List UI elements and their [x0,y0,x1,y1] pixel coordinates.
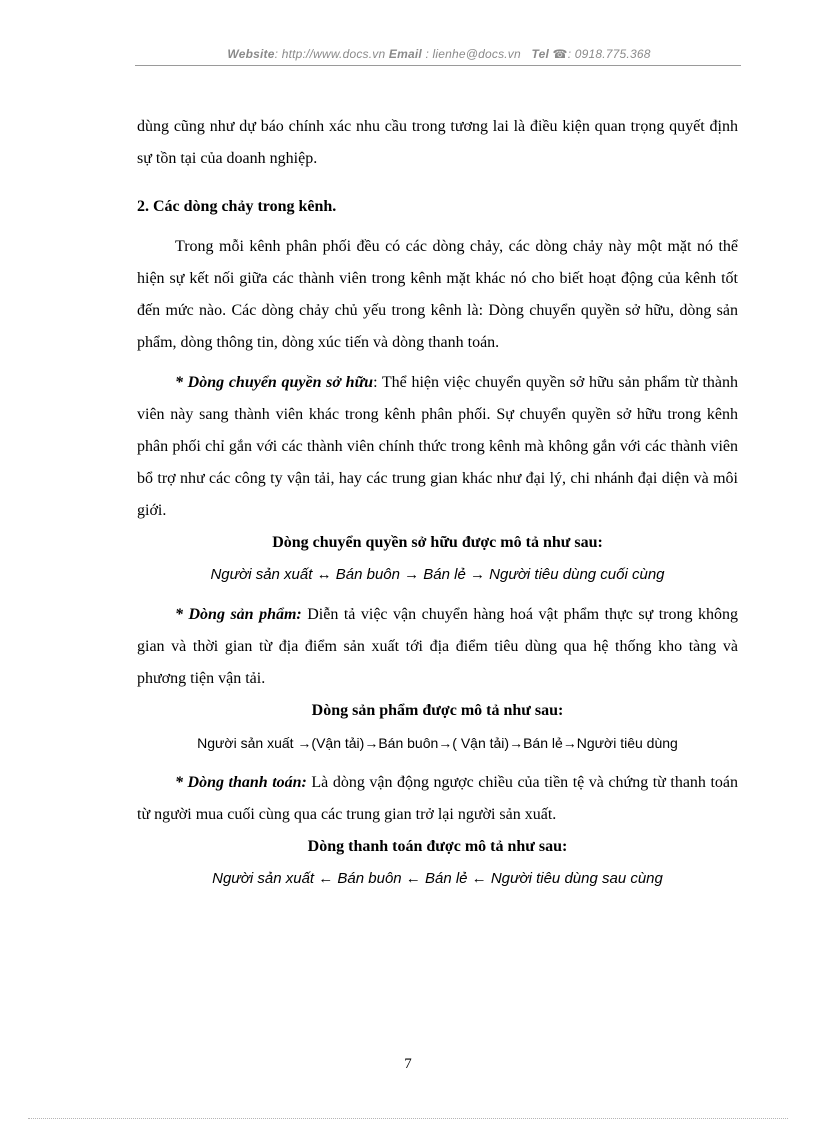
header-divider [135,65,741,66]
product-text: Diễn tả việc vận chuyển hàng hoá vật phẩm thực sự trong không gian và thời gian từ địa điểm sản xuất tới địa điểm tiêu dùng qua hệ thống kho tàng và phương tiện vận tải. [137,606,739,687]
paragraph-ownership-flow [137,367,738,527]
email-value: : lienhe@docs.vn [421,47,521,61]
tel-label: Tel [531,47,549,61]
paragraph-intro: Trong mỗi kênh phân phối đều có các dòng chảy, các dòng chảy này một mặt nó thể hiện sự kết nối giữa các thành viên trong kênh mặt khác nó cho biết hoạt động của kênh tốt đến mức nào. Các dòng chảy chủ yếu trong kênh là: Dòng chuyển quyền sở hữu, dòng sản phẩm, dòng thông tin, dòng xúc tiến và dòng thanh toán. [137,238,738,351]
page-header [137,47,741,61]
phone-icon: ☎ [552,47,568,61]
footer-divider [28,1118,788,1119]
ownership-lead: * Dòng chuyển quyền sở hữu [175,374,374,391]
email-label: Email [388,47,422,61]
paragraph-product-flow [137,599,738,695]
product-lead: * Dòng sản phẩm: [175,606,302,623]
payment-caption: Dòng thanh toán được mô tả như sau: [307,838,568,855]
product-flow-line: Người sản xuất →(Vận tải)→Bán buôn→( Vận tải)→Bán lẻ→Người tiêu dùng [197,735,678,751]
section-heading: 2. Các dòng chảy trong kênh. [137,198,337,215]
paragraph-continuation: dùng cũng như dự báo chính xác nhu cầu trong tương lai là điều kiện quan trọng quyết định sự tồn tại của doanh nghiệp. [137,118,738,167]
payment-lead: * Dòng thanh toán: [175,774,307,791]
website-value: : http://www.docs.vn [274,47,386,61]
payment-text: Là dòng vận động ngược chiều của tiền tệ và chứng từ thanh toán từ người mua cuối cùng qua các trung gian trở lại người sản xuất. [137,774,739,823]
ownership-flow-line: Người sản xuất ↔ Bán buôn → Bán lẻ → Người tiêu dùng cuối cùng [210,566,665,583]
ownership-caption: Dòng chuyển quyền sở hữu được mô tả như sau: [272,534,603,551]
website-label: Website [227,47,275,61]
tel-value: : 0918.775.368 [567,47,651,61]
ownership-text: : Thể hiện việc chuyển quyền sở hữu sản phẩm từ thành viên này sang thành viên khác trong kênh phân phối. Sự chuyển quyền sở hữu trong kênh phân phối chỉ gắn với các thành viên chính thức trong kênh mà không gắn với các thành viên bổ trợ như các công ty vận tải, hay các trung gian khác như đại lý, chi nhánh đại diện và môi giới. [137,374,738,519]
document-body [137,111,738,895]
product-caption: Dòng sản phẩm được mô tả như sau: [311,702,564,719]
paragraph-payment-flow [137,767,738,831]
payment-flow-line: Người sản xuất ← Bán buôn ← Bán lẻ ← Người tiêu dùng sau cùng [212,870,663,887]
page-number: 7 [404,1056,412,1072]
